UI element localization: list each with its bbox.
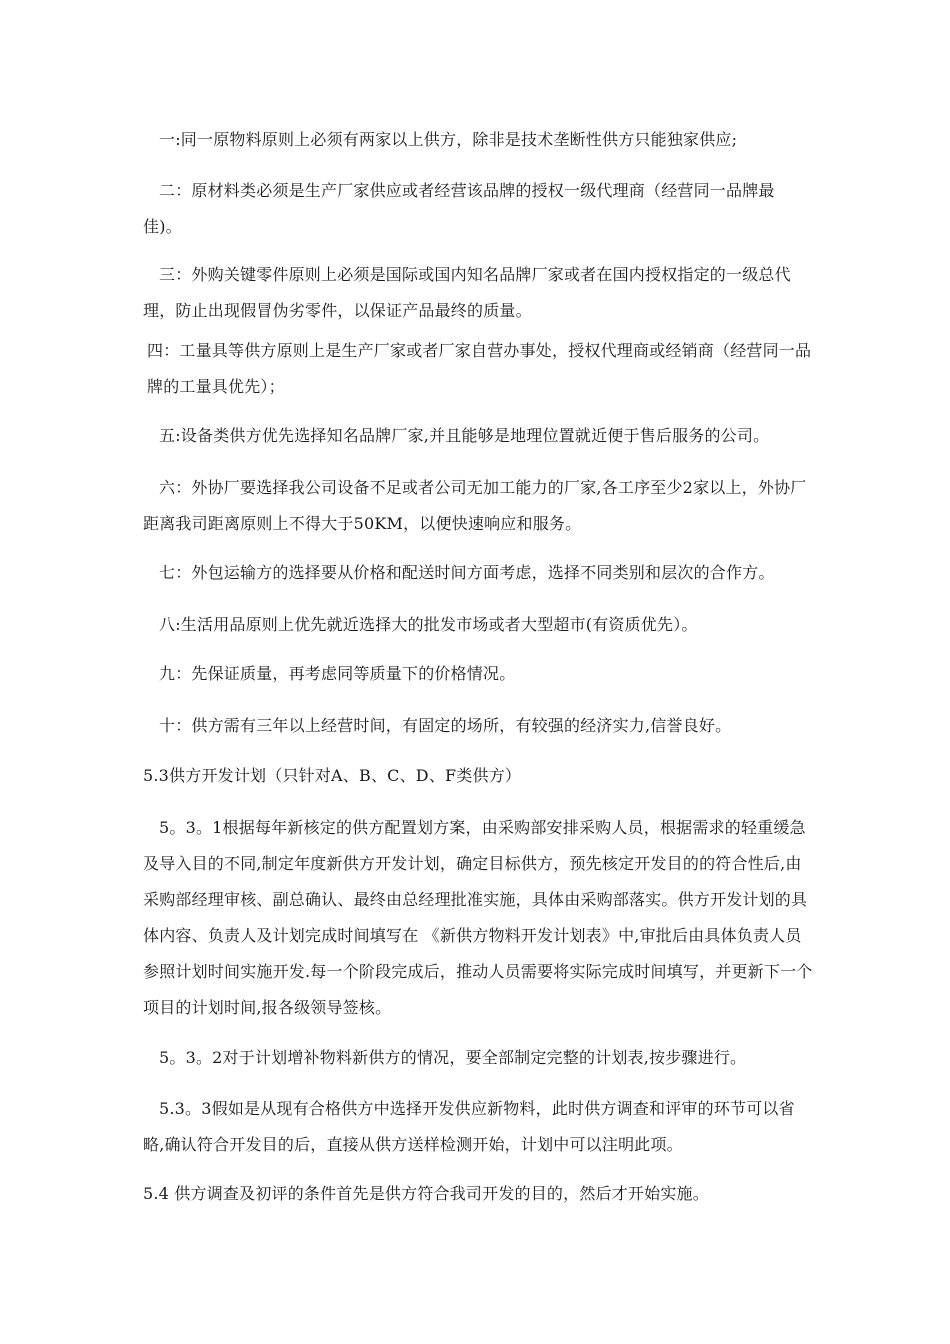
section-5-3-3: 5.3。3假如是从现有合格供方中选择开发供应新物料，此时供方调查和评审的环节可以省略,确认符合开发目的后，直接从供方送样检测开始，计划中可以注明此项。 (143, 1099, 795, 1154)
clause-3: 三：外购关键零件原则上必须是国际或国内知名品牌厂家或者在国内授权指定的一级总代理，防止出现假冒伪劣零件，以保证产品最终的质量。 (143, 265, 791, 320)
section-5-3-2: 5。3。2对于计划增补物料新供方的情况，要全部制定完整的计划表,按步骤进行。 (159, 1048, 747, 1067)
clause-1: 一:同一原物料原则上必须有两家以上供方，除非是技术垄断性供方只能独家供应; (159, 130, 738, 149)
section-5-3-1: 5。3。1根据每年新核定的供方配置划方案，由采购部安排采购人员，根据需求的轻重缓急及导入目的不同,制定年度新供方开发计划，确定目标供方，预先核定开发目的的符合性后,由采购部经理审核、副总确认、最终由总经理批准实施，具体由采购部落实。供方开发计划的具体内容、负责人及计划完成时间填写在 《新供方物料开发计划表》中,审批后由具体负责人员参照计划时间实施开发.每一个阶段完成后，推动人员需要将实际完成时间填写，并更新下一个项目的计划时间,报各级领导签核。 (143, 818, 813, 1017)
clause-8: 八:生活用品原则上优先就近选择大的批发市场或者大型超市(有资质优先）。 (159, 615, 698, 634)
clause-7: 七：外包运输方的选择要从价格和配送时间方面考虑，选择不同类别和层次的合作方。 (159, 563, 775, 582)
section-5-4: 5.4 供方调查及初评的条件首先是供方符合我司开发的目的，然后才开始实施。 (143, 1184, 709, 1203)
section-5-3-heading: 5.3供方开发计划（只针对A、B、C、D、F类供方） (143, 766, 522, 785)
clause-4: 四：工量具等供方原则上是生产厂家或者厂家自营办事处，授权代理商或经销商（经营同一品牌的工量具优先）； (147, 341, 812, 396)
clause-6: 六：外协厂要选择我公司设备不足或者公司无加工能力的厂家,各工序至少2家以上，外协厂距离我司距离原则上不得大于50KM，以便快速响应和服务。 (143, 478, 807, 533)
clause-5: 五:设备类供方优先选择知名品牌厂家,并且能够是地理位置就近便于售后服务的公司。 (159, 426, 770, 445)
clause-9: 九：先保证质量，再考虑同等质量下的价格情况。 (159, 664, 516, 683)
clause-10: 十：供方需有三年以上经营时间，有固定的场所，有较强的经济实力,信誉良好。 (159, 716, 732, 735)
clause-2: 二：原材料类必须是生产厂家供应或者经营该品牌的授权一级代理商（经营同一品牌最佳)。 (143, 181, 775, 236)
